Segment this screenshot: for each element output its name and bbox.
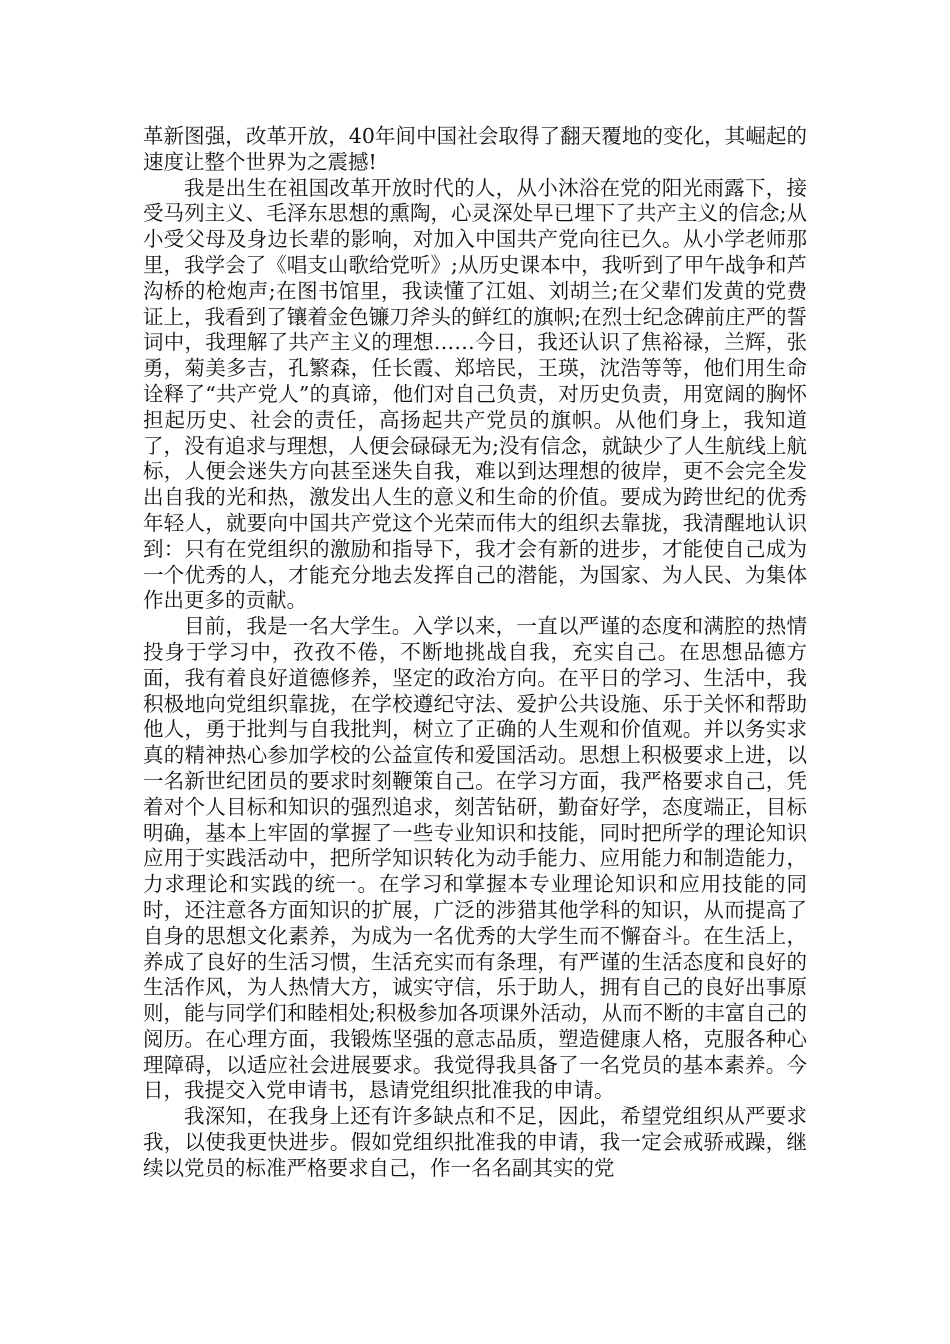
paragraph-upbringing-and-beliefs: 我是出生在祖国改革开放时代的人，从小沐浴在党的阳光雨露下，接受马列主义、毛泽东思想的熏陶，心灵深处早已埋下了共产主义的信念;从小受父母及身边长辈的影响，对加入中国共产党向往已久。从小学老师那里，我学会了《唱支山歌给党听》;从历史课本中，我听到了甲午战争和芦沟桥的枪炮声;在图书馆里，我读懂了江姐、刘胡兰;在父辈们发黄的党费证上，我看到了镶着金色镰刀斧头的鲜红的旗帜;在烈士纪念碑前庄严的誓词中，我理解了共产主义的理想……今日，我还认识了焦裕禄，兰辉，张勇，菊美多吉，孔繁森，任长霞、郑培民，王瑛，沈浩等等，他们用生命诠释了“共产党人”的真谛，他们对自己负责，对历史负责，用宽阔的胸怀担起历史、社会的责任，高扬起共产党员的旗帜。从他们身上，我知道了，没有追求与理想，人便会碌碌无为;没有信念，就缺少了人生航线上航标，人便会迷失方向甚至迷失自我，难以到达理想的彼岸，更不会完全发出自我的光和热，激发出人生的意义和生命的价值。要成为跨世纪的优秀年轻人，就要向中国共产党这个光荣而伟大的组织去靠拢，我清醒地认识到：只有在党组织的激励和指导下，我才会有新的进步，才能使自己成为一个优秀的人，才能充分地去发挥自己的潜能，为国家、为人民、为集体作出更多的贡献。 <box>143 175 807 613</box>
paragraph-continuation: 革新图强，改革开放，40年间中国社会取得了翻天覆地的变化，其崛起的速度让整个世界为之震撼! <box>143 124 807 174</box>
document-page <box>143 124 807 1182</box>
paragraph-commitment: 我深知，在我身上还有许多缺点和不足，因此，希望党组织从严要求我，以使我更快进步。假如党组织批准我的申请，我一定会戒骄戒躁，继续以党员的标准严格要求自己，作一名名副其实的党 <box>143 1104 807 1180</box>
paragraph-university-performance: 目前，我是一名大学生。入学以来，一直以严谨的态度和满腔的热情投身于学习中，孜孜不倦，不断地挑战自我，充实自己。在思想品德方面，我有着良好道德修养，坚定的政治方向。在平日的学习、生活中，我积极地向党组织靠拢，在学校遵纪守法、爱护公共设施、乐于关怀和帮助他人，勇于批判与自我批判，树立了正确的人生观和价值观。并以务实求真的精神热心参加学校的公益宣传和爱国活动。思想上积极要求上进，以一名新世纪团员的要求时刻鞭策自己。在学习方面，我严格要求自己，凭着对个人目标和知识的强烈追求，刻苦钻研，勤奋好学，态度端正，目标明确，基本上牢固的掌握了一些专业知识和技能，同时把所学的理论知识应用于实践活动中，把所学知识转化为动手能力、应用能力和制造能力，力求理论和实践的统一。在学习和掌握本专业理论知识和应用技能的同时，还注意各方面知识的扩展，广泛的涉猎其他学科的知识，从而提高了自身的思想文化素养，为成为一名优秀的大学生而不懈奋斗。在生活上，养成了良好的生活习惯，生活充实而有条理，有严谨的生活态度和良好的生活作风，为人热情大方，诚实守信，乐于助人，拥有自己的良好出事原则，能与同学们和睦相处;积极参加各项课外活动，从而不断的丰富自己的阅历。在心理方面，我锻炼坚强的意志品质，塑造健康人格，克服各种心理障碍，以适应社会进展要求。我觉得我具备了一名党员的基本素养。今日，我提交入党申请书，恳请党组织批准我的申请。 <box>143 614 807 1103</box>
